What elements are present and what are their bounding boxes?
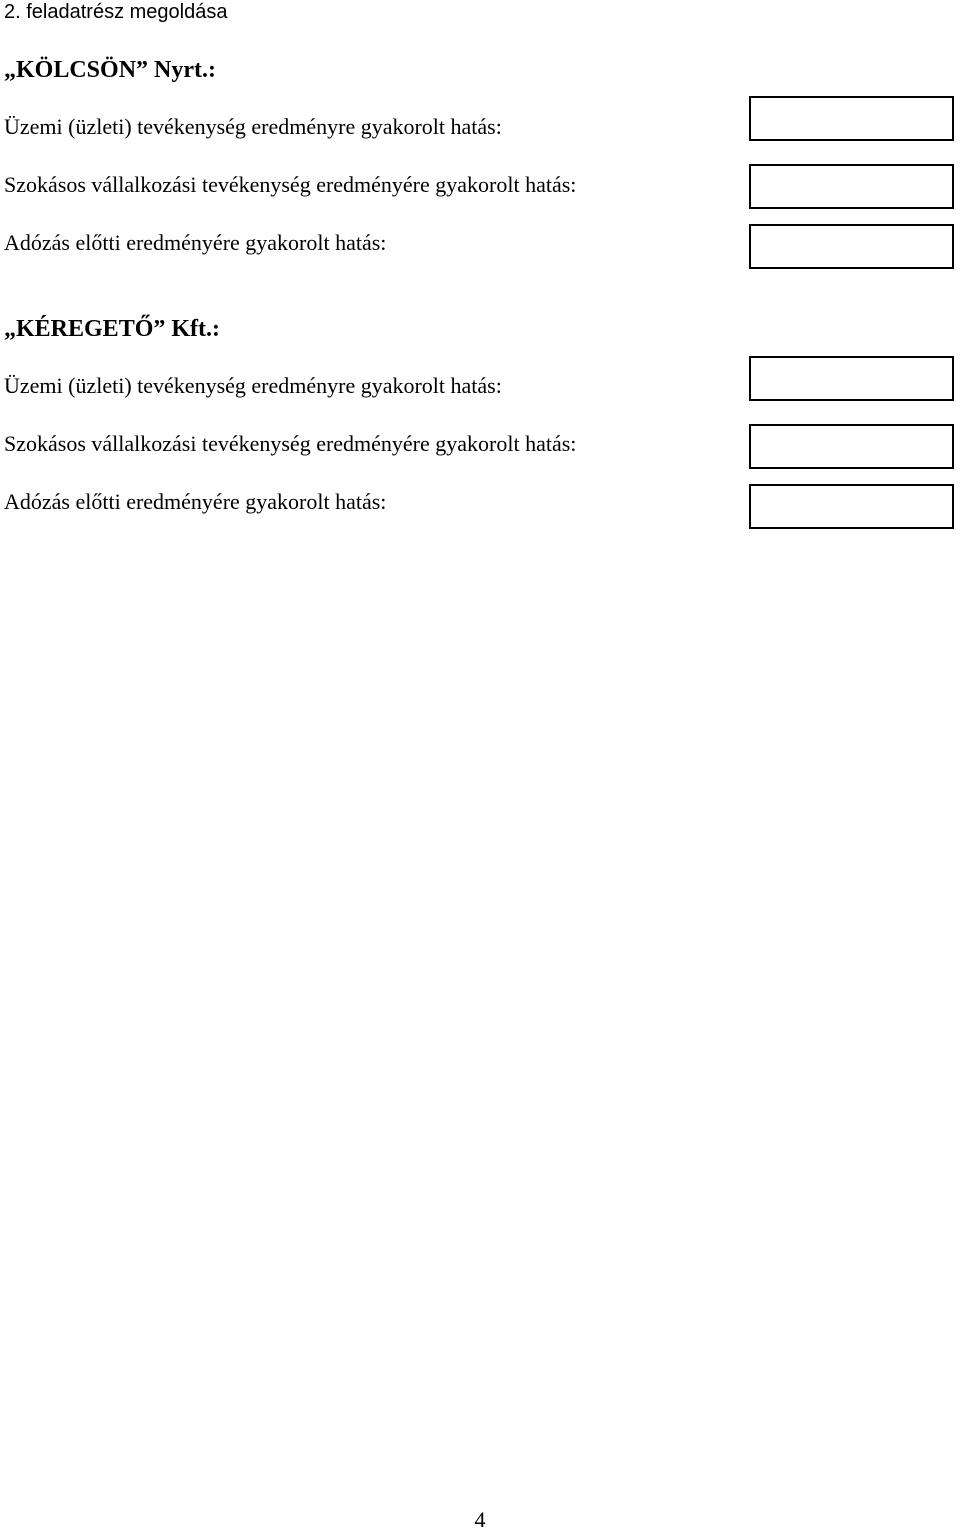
row-label-pretax-effect: Adózás előtti eredményére gyakorolt hatás: (4, 489, 387, 514)
row-label-ordinary-business-effect: Szokásos vállalkozási tevékenység eredményére gyakorolt hatás: (4, 172, 577, 197)
company-title-kolcson: „KÖLCSÖN” Nyrt.: (4, 57, 216, 83)
row-label-ordinary-business-effect: Szokásos vállalkozási tevékenység eredményére gyakorolt hatás: (4, 431, 577, 456)
row-label-operating-effect: Üzemi (üzleti) tevékenység eredményre gyakorolt hatás: (4, 373, 502, 398)
answer-box-operating-effect[interactable] (749, 96, 954, 141)
answer-box-pretax-effect[interactable] (749, 224, 954, 269)
page-number: 4 (474, 1507, 486, 1532)
row-label-operating-effect: Üzemi (üzleti) tevékenység eredményre gyakorolt hatás: (4, 114, 502, 139)
answer-box-ordinary-business-effect[interactable] (749, 424, 954, 469)
company-title-keregeto: „KÉREGETŐ” Kft.: (4, 316, 221, 342)
section-heading: 2. feladatrész megoldása (4, 1, 228, 23)
row-label-pretax-effect: Adózás előtti eredményére gyakorolt hatás: (4, 230, 387, 255)
answer-box-operating-effect[interactable] (749, 356, 954, 401)
answer-box-pretax-effect[interactable] (749, 484, 954, 529)
answer-box-ordinary-business-effect[interactable] (749, 164, 954, 209)
